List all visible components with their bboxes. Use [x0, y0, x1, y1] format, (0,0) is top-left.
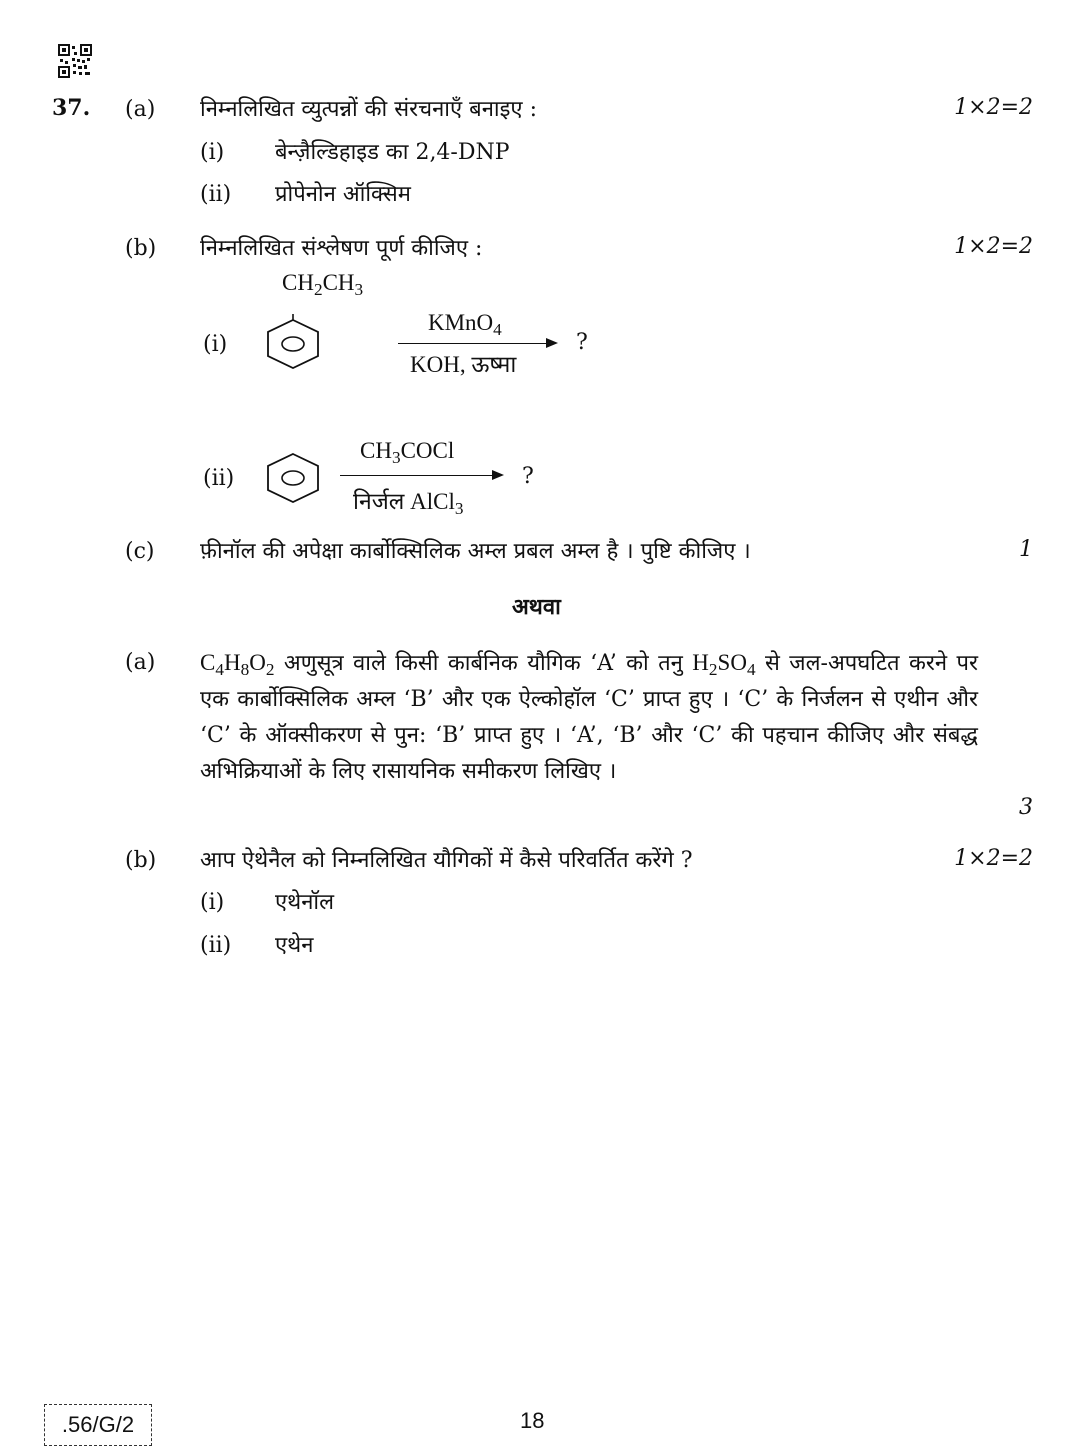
part-a-item-ii-label: (ii) [200, 182, 232, 207]
reaction-ii-reagent-top: $CH_3COCl$ [360, 438, 455, 468]
part-c-label: (c) [125, 539, 155, 564]
alt-a-marks: 3 [1019, 795, 1033, 820]
part-a-item-ii-text: प्रोपेनोन ऑक्सिम [275, 182, 411, 207]
alt-b-item-ii-label: (ii) [200, 933, 232, 958]
part-c-marks: 1 [1019, 537, 1033, 562]
alt-b-text: आप ऐथेनैल को निम्नलिखित यौगिकों में कैसे परिवर्तित करेंगे ? [200, 848, 693, 873]
qr-code-icon [58, 44, 92, 78]
alt-a-text: $C_4H_8O_2$ अणुसूत्र वाले किसी कार्बनिक यौगिक ‘A’ को तनु $H_2SO_4$ से जल-अपघटित करने पर एक कार्बोक्सिलिक अम्ल ‘B’ और एक ऐल्कोहॉल ‘C’ प्राप्त हुए । ‘C’ के निर्जलन से एथीन और ‘C’ के ऑक्सीकरण से पुन: ‘B’ प्राप्त हुए । ‘A’, ‘B’ और ‘C’ की पहचान कीजिए और संबद्ध अभिक्रियाओं के लिए रासायनिक समीकरण लिखिए । [200, 650, 979, 784]
reaction-arrow-icon [340, 475, 494, 476]
alt-b-item-i-label: (i) [200, 890, 225, 915]
part-b-label: (b) [125, 236, 157, 261]
part-a-marks: 1×2=2 [954, 95, 1033, 120]
or-heading: अथवा [512, 594, 561, 620]
part-c-text: फ़ीनॉल की अपेक्षा कार्बोक्सिलिक अम्ल प्रबल अम्ल है । पुष्टि कीजिए । [200, 539, 751, 564]
benzene-ring-icon [262, 314, 324, 370]
part-b-marks: 1×2=2 [954, 234, 1033, 259]
reaction-ii-label: (ii) [203, 466, 235, 491]
page-number: 18 [520, 1408, 545, 1433]
question-number: 37. [52, 95, 91, 121]
reaction-i-product: ? [576, 330, 588, 355]
reaction-ii-product: ? [522, 464, 534, 489]
reaction-arrow-icon [398, 343, 548, 344]
reaction-i-label: (i) [203, 332, 228, 357]
alt-b-item-i-text: एथेनॉल [275, 890, 335, 915]
reaction-ii-reagent-bottom: निर्जल AlCl$_3$ [353, 489, 464, 519]
benzene-ring-icon [262, 450, 324, 506]
substituent-ethyl: $CH_2CH_3$ [282, 270, 364, 300]
arrow-head-icon [492, 470, 504, 480]
part-a-item-i-label: (i) [200, 140, 225, 165]
arrow-head-icon [546, 338, 558, 348]
part-a-text: निम्नलिखित व्युत्पन्नों की संरचनाएँ बनाइए : [200, 97, 538, 122]
reaction-i-reagent-bottom: KOH, ऊष्मा [410, 352, 517, 377]
alt-b-item-ii-text: एथेन [275, 933, 314, 958]
alt-b-label: (b) [125, 848, 157, 873]
alt-a-label: (a) [125, 650, 156, 675]
paper-code: .56/G/2 [44, 1404, 152, 1446]
part-a-label: (a) [125, 97, 156, 122]
alt-b-marks: 1×2=2 [954, 846, 1033, 871]
part-b-text: निम्नलिखित संश्लेषण पूर्ण कीजिए : [200, 236, 483, 261]
reaction-i-reagent-top: KMnO$_4$ [428, 310, 502, 340]
part-a-item-i-text: बेन्ज़ैल्डिहाइड का 2,4-DNP [275, 140, 510, 165]
